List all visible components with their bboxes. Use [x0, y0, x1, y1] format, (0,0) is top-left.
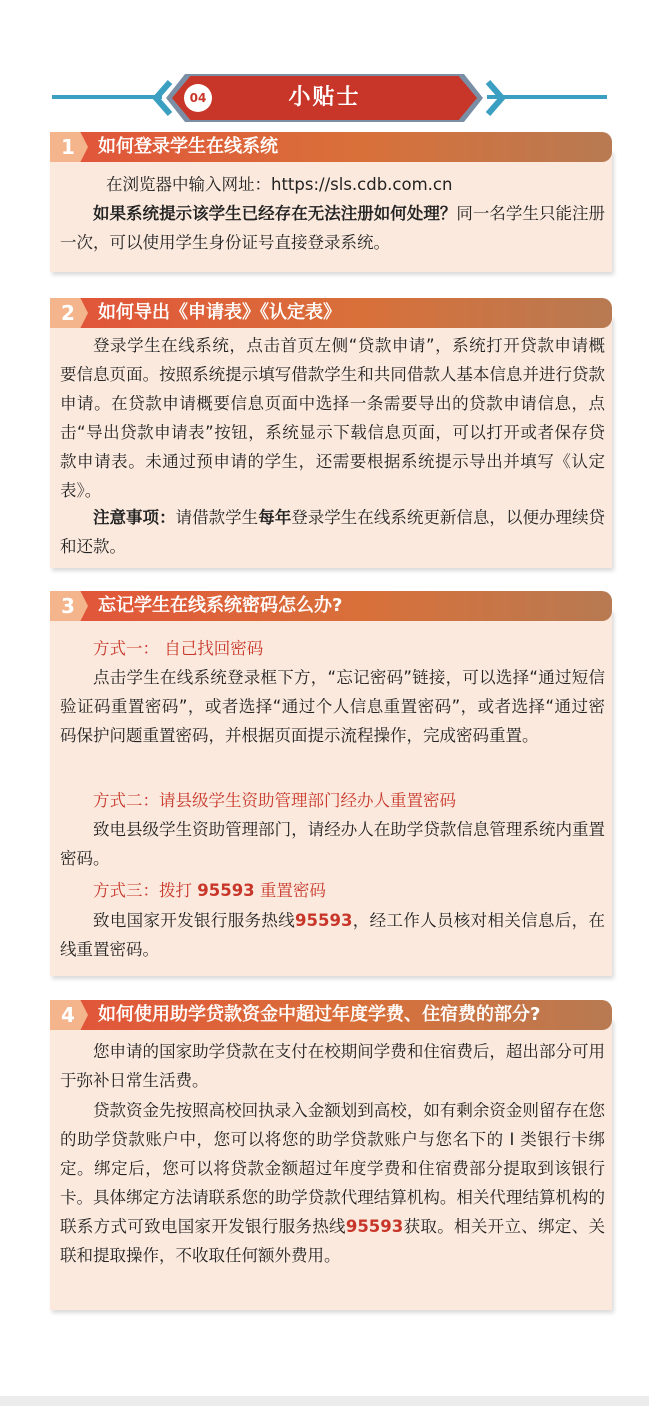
method-2-text: 致电县级学生资助管理部门，请经办人在助学贷款信息管理系统内重置密码。 [60, 820, 605, 868]
chevron-right-icon [480, 78, 510, 118]
hotline-number: 95593 [295, 911, 353, 930]
section-4-header [50, 1000, 612, 1030]
method-3-text [60, 906, 605, 964]
paragraph-2-text-b: 获取。相关开立、绑定、关联和提取操作，不收取任何额外费用。 [60, 1217, 606, 1265]
method-3-text-a: 致电国家开发银行服务热线 [93, 911, 296, 930]
section-4-paragraph-1: 您申请的国家助学贷款在支付在校期间学费和住宿费后，超出部分可用于弥补日常生活费。 [60, 1042, 605, 1090]
section-2-note [60, 503, 605, 561]
section-2-header [50, 298, 612, 328]
tips-banner [0, 72, 649, 122]
section-number: 2 [61, 301, 75, 325]
section-3-header [50, 591, 612, 621]
note-text-a: 请借款学生 [175, 508, 259, 527]
section-title: 忘记学生在线系统密码怎么办? [98, 595, 343, 616]
note-text-b: 登录学生在线系统更新信息，以便办理续贷和还款。 [60, 508, 606, 556]
method-2-title: 方式二：请县级学生资助管理部门经办人重置密码 [93, 791, 456, 810]
method-3-text-b: ，经工作人员核对相关信息后，在线重置密码。 [60, 911, 606, 959]
section-title: 如何使用助学贷款资金中超过年度学费、住宿费的部分? [98, 1004, 541, 1025]
hotline-number: 95593 [345, 1217, 404, 1236]
banner-number-badge: 04 [184, 84, 212, 112]
section-1-question [60, 199, 605, 257]
url-line: 在浏览器中输入网址：https://sls.cdb.com.cn [106, 175, 453, 194]
method-3-title-number: 95593 [197, 881, 255, 900]
section-number: 4 [61, 1003, 75, 1027]
banner-line-left [52, 95, 162, 99]
note-bold: 每年 [258, 508, 292, 527]
section-2-paragraph: 登录学生在线系统，点击首页左侧“贷款申请”，系统打开贷款申请概要信息页面。按照系统提示填写借款学生和共同借款人基本信息并进行贷款申请。在贷款申请概要信息页面中选择一条需要导出的贷款申请信息，点击“导出贷款申请表”按钮，系统显示下载信息页面，可以打开或者保存贷款申请表。未通过预申请的学生，还需要根据系统提示导出并填写《认定表》。 [60, 336, 605, 500]
note-label: 注意事项： [93, 508, 176, 527]
method-3-title-a: 方式三：拨打 [93, 881, 198, 900]
question-answer-text: 同一名学生只能注册一次，可以使用学生身份证号直接登录系统。 [60, 204, 606, 252]
section-4-paragraph-2 [60, 1096, 605, 1270]
bottom-strip [0, 1396, 649, 1406]
method-3-title [60, 876, 605, 905]
section-title: 如何导出《申请表》《认定表》 [98, 302, 341, 323]
method-3-title-b: 重置密码 [254, 881, 326, 900]
section-number: 3 [61, 594, 75, 618]
method-1-title: 方式一： 自己找回密码 [93, 639, 264, 658]
banner-title: 小贴士 [288, 85, 361, 110]
method-1-text: 点击学生在线系统登录框下方，“忘记密码”链接，可以选择“通过短信验证码重置密码”，或者选择“通过个人信息重置密码”，或者选择“通过密码保护问题重置密码，并根据页面提示流程操作，完成密码重置。 [60, 668, 605, 745]
section-number: 1 [61, 135, 75, 159]
section-title: 如何登录学生在线系统 [98, 136, 278, 157]
section-1-header [50, 132, 612, 162]
question-bold-text: 如果系统提示该学生已经存在无法注册如何处理？ [93, 204, 457, 223]
paragraph-2-text-a: 贷款资金先按照高校回执录入金额划到高校，如有剩余资金则留存在您的助学贷款账户中，您可以将您的助学贷款账户与您名下的 I 类银行卡绑定。绑定后，您可以将贷款金额超过年度学费和住宿费部分提取到该银行卡。具体绑定方法请联系您的助学贷款代理结算机构。相关代理结算机构的联系方式可致电国家开发银行服务热线 [60, 1101, 605, 1236]
